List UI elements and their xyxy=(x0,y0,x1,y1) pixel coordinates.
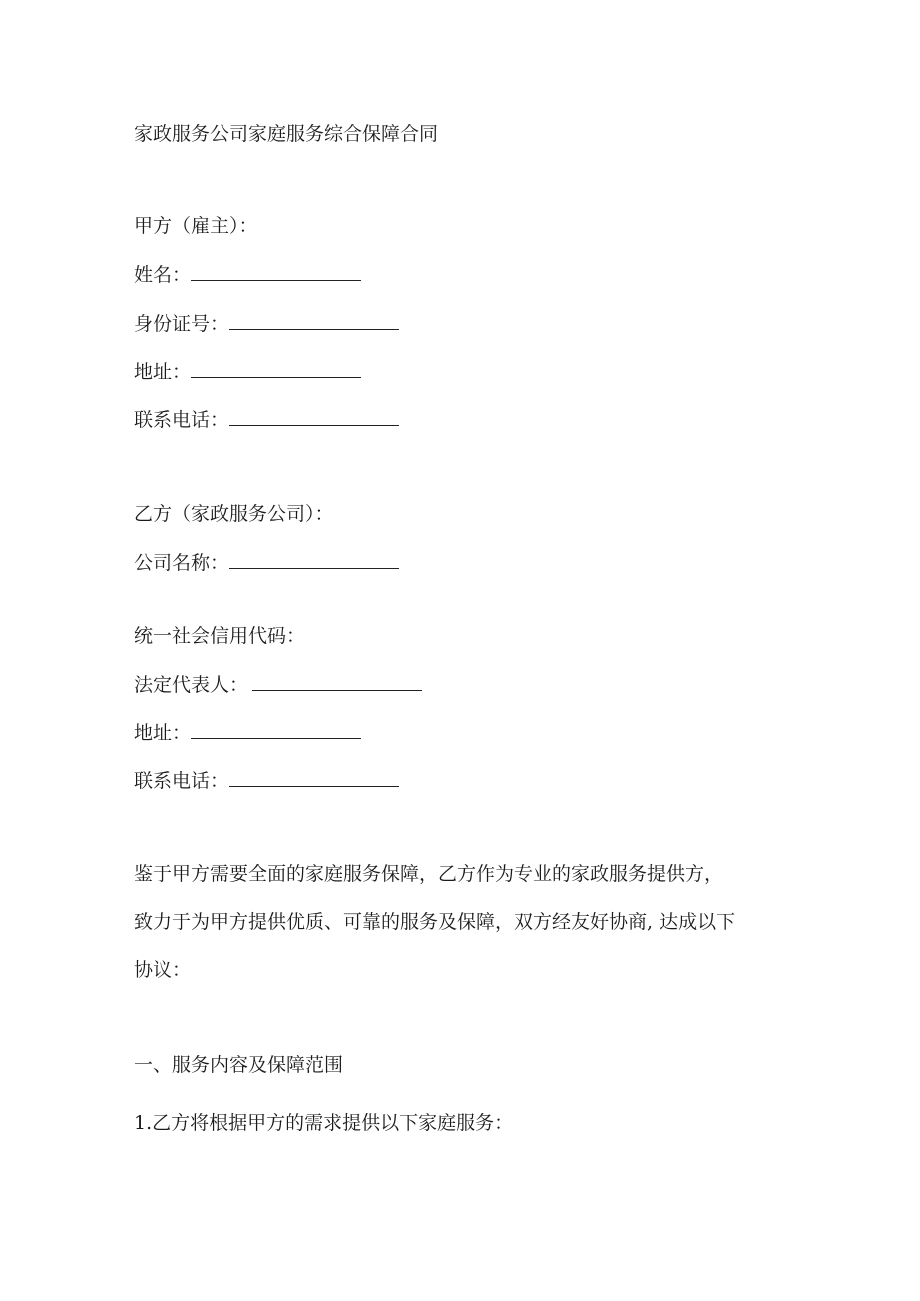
party-b-address-blank xyxy=(191,720,361,739)
preamble-line-3: 协议： xyxy=(134,959,192,981)
preamble-line-2: 致力于为甲方提供优质、可靠的服务及保障，双方经友好协商, 达成以下 xyxy=(134,911,736,933)
party-a-id-blank xyxy=(229,311,399,330)
party-b-company-row xyxy=(134,550,399,575)
party-b-legal-rep-blank xyxy=(252,672,422,691)
party-b-company-label: 公司名称： xyxy=(134,552,230,574)
party-a-heading: 甲方（雇主）： xyxy=(134,215,258,237)
party-a-name-row xyxy=(134,262,361,287)
party-a-id-row xyxy=(134,311,399,336)
party-b-phone-label: 联系电话： xyxy=(134,770,230,792)
section-1-item-1: 1.乙方将根据甲方的需求提供以下家庭服务： xyxy=(134,1112,514,1134)
party-b-company-blank xyxy=(229,550,399,569)
party-b-phone-row xyxy=(134,768,399,793)
party-b-address-label: 地址： xyxy=(134,722,192,744)
party-a-name-blank xyxy=(191,262,361,281)
party-b-legal-rep-label: 法定代表人： xyxy=(134,674,249,696)
party-b-heading: 乙方（家政服务公司）： xyxy=(134,503,334,525)
party-a-phone-label: 联系电话： xyxy=(134,409,230,431)
party-a-address-label: 地址： xyxy=(134,361,192,383)
section-1-heading: 一、服务内容及保障范围 xyxy=(134,1054,344,1076)
party-b-address-row xyxy=(134,720,361,745)
party-a-id-label: 身份证号： xyxy=(134,313,230,335)
document-title: 家政服务公司家庭服务综合保障合同 xyxy=(134,123,439,145)
party-a-address-row xyxy=(134,359,361,384)
party-b-phone-blank xyxy=(229,768,399,787)
party-a-phone-row xyxy=(134,407,399,432)
party-b-legal-rep-row xyxy=(134,672,422,697)
party-a-address-blank xyxy=(191,359,361,378)
party-a-phone-blank xyxy=(229,407,399,426)
party-b-credit-code-label: 统一社会信用代码： xyxy=(134,625,306,647)
preamble-line-1: 鉴于甲方需要全面的家庭服务保障，乙方作为专业的家政服务提供方， xyxy=(134,863,724,885)
party-a-name-label: 姓名： xyxy=(134,264,192,286)
